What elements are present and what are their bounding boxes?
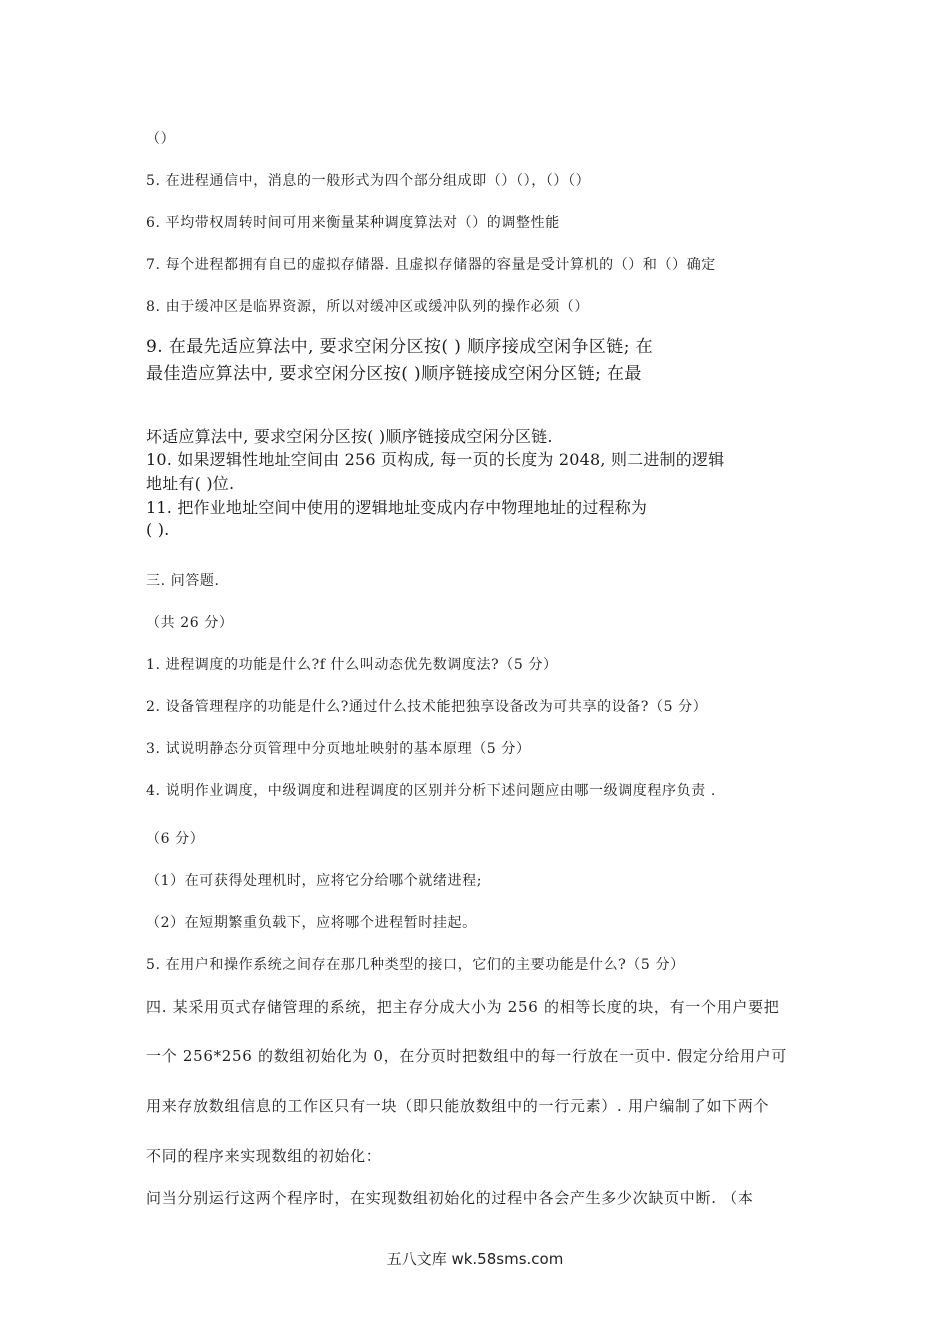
section-4-line-2: 一个 256*256 的数组初始化为 0，在分页时把数组中的每一行放在一页中. 假定分给用户可 — [146, 1047, 788, 1065]
footer-watermark: 五八文库 wk.58sms.com — [386, 1250, 564, 1268]
section-3-score: （共 26 分） — [146, 615, 234, 631]
question-10-line-1: 10. 如果逻辑性地址空间由 256 页构成, 每一页的长度为 2048, 则二进制的逻辑 — [146, 450, 725, 469]
section-3-heading: 三. 问答题. — [146, 573, 220, 589]
qa-question-4-sub-2: （2）在短期繁重负载下，应将哪个进程暂时挂起。 — [146, 915, 477, 931]
section-4-line-4: 不同的程序来实现数组的初始化： — [146, 1147, 382, 1165]
qa-question-4: 4. 说明作业调度，中级调度和进程调度的区别并分析下述问题应由哪一级调度程序负责 . — [146, 783, 716, 799]
question-6: 6. 平均带权周转时间可用来衡量某种调度算法对（）的调整性能 — [146, 215, 560, 231]
blank-paren-line: （） — [146, 131, 176, 147]
question-7: 7. 每个进程都拥有自已的虚拟存储器. 且虚拟存储器的容量是受计算机的（）和（）确定 — [146, 257, 716, 273]
qa-question-5: 5. 在用户和操作系统之间存在那几种类型的接口，它们的主要功能是什么?（5 分） — [146, 957, 685, 973]
question-9-line-1: 9. 在最先适应算法中, 要求空闲分区按( ) 顺序接成空闲争区链; 在 — [146, 337, 654, 357]
section-4-line-1: 四. 某采用页式存储管理的系统，把主存分成大小为 256 的相等长度的块，有一个用户要把 — [146, 998, 780, 1016]
qa-question-4-sub-1: （1）在可获得处理机时，应将它分给哪个就绪进程; — [146, 873, 483, 889]
qa-question-1: 1. 进程调度的功能是什么?f 什么叫动态优先数调度法?（5 分） — [146, 657, 558, 673]
question-5: 5. 在进程通信中，消息的一般形式为四个部分组成即（）（），（）（） — [146, 173, 591, 189]
qa-question-3: 3. 试说明静态分页管理中分页地址映射的基本原理（5 分） — [146, 741, 531, 757]
question-9-line-2: 最佳造应算法中, 要求空闲分区按( )顺序链接成空闲分区链; 在最 — [146, 364, 642, 384]
question-11-line-1: 11. 把作业地址空间中使用的逻辑地址变成内存中物理地址的过程称为 — [146, 498, 648, 517]
qa-question-2: 2. 设备管理程序的功能是什么?通过什么技术能把独享设备改为可共享的设备?（5 分） — [146, 699, 708, 715]
question-11-line-2: ( ). — [146, 520, 170, 539]
section-4-line-5: 问当分别运行这两个程序时，在实现数组初始化的过程中各会产生多少次缺页中断. （本 — [146, 1189, 754, 1207]
question-9-line-3: 坏适应算法中, 要求空闲分区按( )顺序链接成空闲分区链. — [146, 427, 553, 446]
section-4-line-3: 用来存放数组信息的工作区只有一块（即只能放数组中的一行元素）. 用户编制了如下两个 — [146, 1097, 770, 1115]
question-8: 8. 由于缓冲区是临界资源，所以对缓冲区或缓冲队列的操作必须（） — [146, 299, 590, 315]
question-10-line-2: 地址有( )位. — [146, 474, 235, 493]
qa-question-4-score: （6 分） — [146, 831, 205, 847]
